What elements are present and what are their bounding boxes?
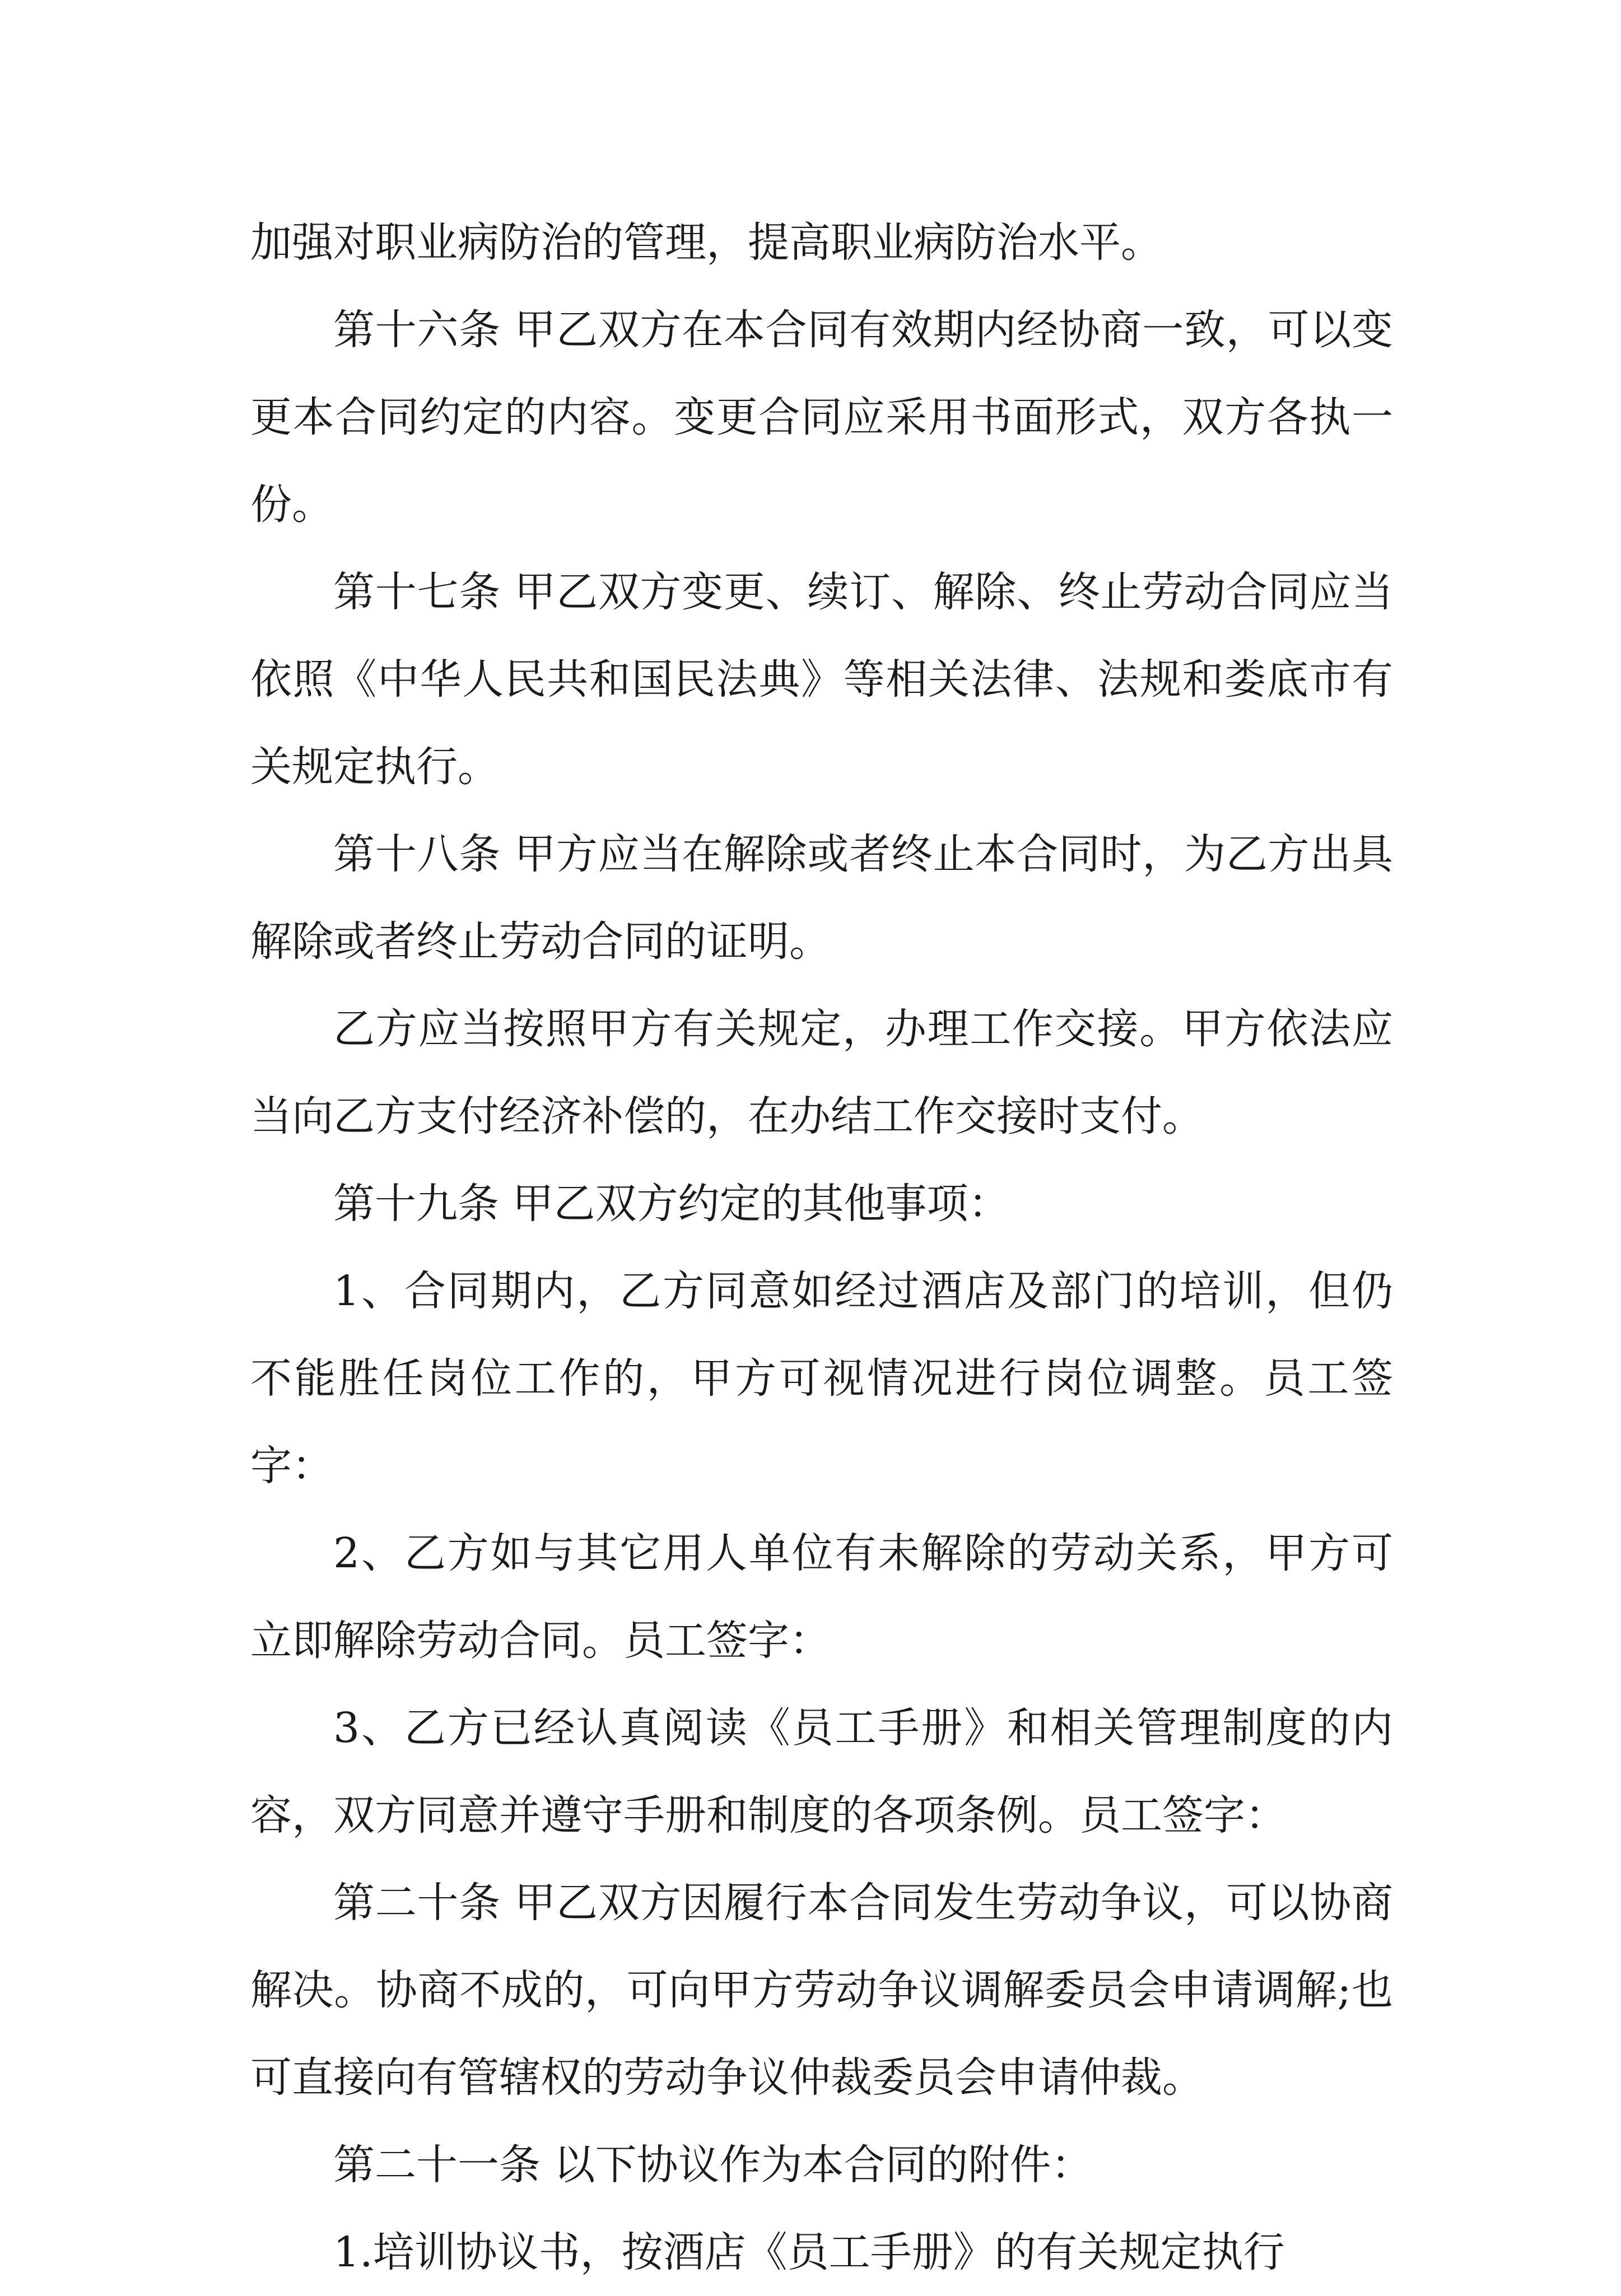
paragraph-item-3-employee-handbook: 3、乙方已经认真阅读《员工手册》和相关管理制度的内容，双方同意并遵守手册和制度的各项条例。员工签字： (250, 1704, 1393, 1839)
paragraph-item-1-training: 1、合同期内，乙方同意如经过酒店及部门的培训，但仍不能胜任岗位工作的，甲方可视情况进行岗位调整。员工签字： (250, 1267, 1393, 1490)
paragraph-item-2-labor-relation: 2、乙方如与其它用人单位有未解除的劳动关系，甲方可立即解除劳动合同。员工签字： (250, 1529, 1393, 1665)
paragraph-article-21: 第二十一条 以下协议作为本合同的附件： (333, 2141, 1093, 2189)
paragraph-work-handover: 乙方应当按照甲方有关规定，办理工作交接。甲方依法应当向乙方支付经济补偿的，在办结工作交接时支付。 (250, 1005, 1393, 1140)
paragraph-article-18: 第十八条 甲方应当在解除或者终止本合同时，为乙方出具解除或者终止劳动合同的证明。 (250, 830, 1393, 966)
document-body (250, 199, 1393, 2296)
paragraph-attachment-1: 1.培训协议书，按酒店《员工手册》的有关规定执行 (333, 2228, 1285, 2276)
paragraph-article-16: 第十六条 甲乙双方在本合同有效期内经协商一致，可以变更本合同约定的内容。变更合同应采用书面形式，双方各执一份。 (250, 306, 1393, 529)
paragraph-occupational-disease: 加强对职业病防治的管理，提高职业病防治水平。 (250, 218, 1162, 267)
paragraph-article-19: 第十九条 甲乙双方约定的其他事项： (333, 1180, 1010, 1228)
paragraph-article-20: 第二十条 甲乙双方因履行本合同发生劳动争议，可以协商解决。协商不成的，可向甲方劳动争议调解委员会申请调解;也可直接向有管辖权的劳动争议仲裁委员会申请仲裁。 (250, 1879, 1393, 2102)
paragraph-article-17: 第十七条 甲乙双方变更、续订、解除、终止劳动合同应当依照《中华人民共和国民法典》等相关法律、法规和娄底市有关规定执行。 (250, 568, 1393, 791)
